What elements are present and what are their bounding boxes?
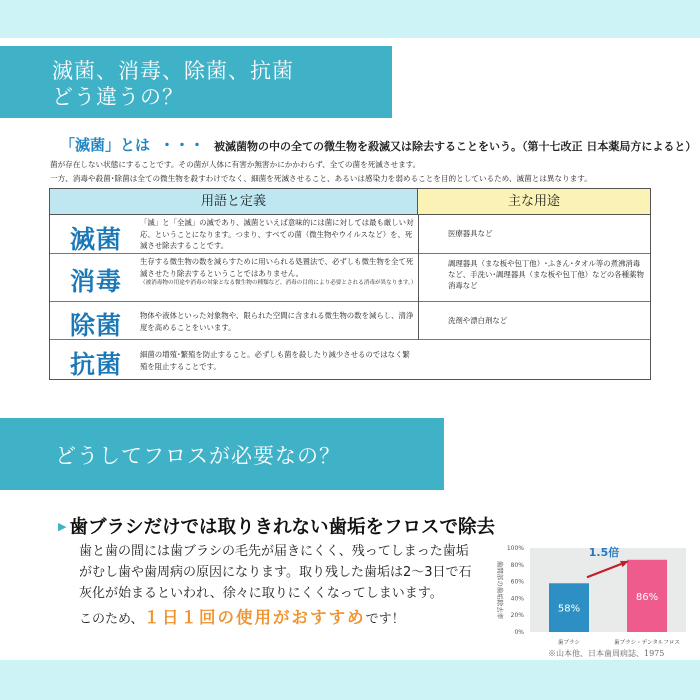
chart-svg [480,538,690,660]
recommendation-suffix: です！ [365,612,405,627]
y-axis-label: 歯間部の歯垢除去率 [496,560,504,620]
term-use: 洗剤や漂白剤など [448,316,508,325]
description-text: 「滅」と「全滅」の滅であり、滅菌といえば意味的には菌に対しては最も厳しい対応、ということになります。つまり、すべての菌（微生物やウイルスなど）を、死滅させ除去することです。 [140,218,414,250]
column-divider [418,302,419,340]
top-decor-strip [0,0,700,38]
section-banner-2: どうしてフロスが必要なの？ [0,418,444,490]
y-tick-label: 20% [510,612,524,620]
bar-value-label: 58% [557,603,581,615]
y-tick-label: 100% [506,545,524,552]
x-tick-label: 歯ブラシ・デンタルフロス [614,640,680,646]
term-description [140,349,415,372]
term-label: 抗菌 [70,350,123,379]
term-use: 調理器具（まな板や包丁他）･ふきん･タオル等の煮沸消毒など、手洗い･調理器具（まな板や包丁他）などの各種薬物消毒など [448,259,644,290]
sterilization-definition [60,134,697,155]
terms-table [49,188,651,380]
column-divider [418,254,419,302]
y-tick-label: 0% [514,629,524,636]
y-tick-label: 60% [510,578,524,586]
term-label: 消毒 [70,267,123,296]
table-row [50,215,650,254]
term-description [140,217,415,252]
term-description [140,256,415,287]
description-note: （被消毒物の用途や消毒の対象となる微生物の種類など、消毒の目的により必要とされる消毒が異なります。） [140,280,417,286]
section-banner-1 [0,46,392,118]
paragraph-recommendation [79,607,489,630]
x-tick-label: 歯ブラシ [557,640,581,646]
bar-value-label: 86% [635,591,659,603]
paragraph-line: 灰化が始まるといわれ、徐々に取りにくくなってしまいます。 [79,586,443,601]
header-uses: 主な用途 [418,189,650,214]
recommendation-highlight: １日１回の使用がおすすめ [143,608,366,627]
citation: ※山本他、日本歯周病誌、1975 [548,649,665,658]
note-line: 一方、消毒や殺菌･除菌は全ての微生物を殺すわけでなく、細菌を死滅させること、あるいは感染力を弱めることを目的としているため、滅菌とは異なります。 [50,174,592,183]
note-line: 菌が存在しない状態にすることです。その菌が人体に有害か無害かにかかわらず、全ての菌を死滅させます。 [50,160,421,169]
definition-notes [50,158,680,186]
chart-annotation: 1.5倍 [588,545,620,559]
description-text: 物体や液体といった対象物や、限られた空間に含まれる微生物の数を減らし、清浄度を高めることをいいます。 [140,311,414,332]
definition-text: 被滅菌物の中の全ての微生物を殺滅又は除去することをいう。（第十七改正 日本薬局方によると） [214,140,697,153]
paragraph-line: がむし歯や歯周病の原因になります。取り残した歯垢は2～3日で石 [79,565,472,580]
floss-heading-text: 歯ブラシだけでは取りきれない歯垢をフロスで除去 [69,517,495,538]
recommendation-prefix: このため、 [79,612,144,627]
table-row [50,302,650,340]
plaque-removal-chart [480,538,690,660]
bottom-decor-strip [0,660,700,700]
banner1-line2: どう違うの？ [52,85,184,109]
term-use: 医療器具など [448,229,493,238]
term-label: 滅菌 [70,225,123,254]
definition-dots: ・・・ [159,136,205,154]
table-row [50,254,650,302]
y-tick-label: 40% [510,595,524,603]
table-row [50,340,650,380]
table-header [50,189,650,215]
y-tick-label: 80% [510,561,524,569]
column-divider [418,215,419,254]
header-terms: 用語と定義 [50,189,418,214]
term-label: 除菌 [70,311,123,340]
paragraph-line: 歯と歯の間には歯ブラシの毛先が届きにくく、残ってしまった歯垢 [79,544,469,559]
floss-paragraph [79,541,489,630]
definition-title: 「滅菌」とは [60,136,151,154]
bullet-triangle-icon: ▶ [58,520,67,533]
description-text: 生存する微生物の数を減らすために用いられる処置法で、必ずしも微生物を全て死滅させたり除去するということではありません。 [140,257,414,278]
term-description [140,310,415,333]
description-text: 細菌の増殖･繁殖を防止すること。必ずしも菌を殺したり減少させるのではなく繁殖を阻止することです。 [140,350,410,371]
banner1-line1: 滅菌、消毒、除菌、抗菌 [52,59,294,83]
floss-heading [58,513,495,539]
